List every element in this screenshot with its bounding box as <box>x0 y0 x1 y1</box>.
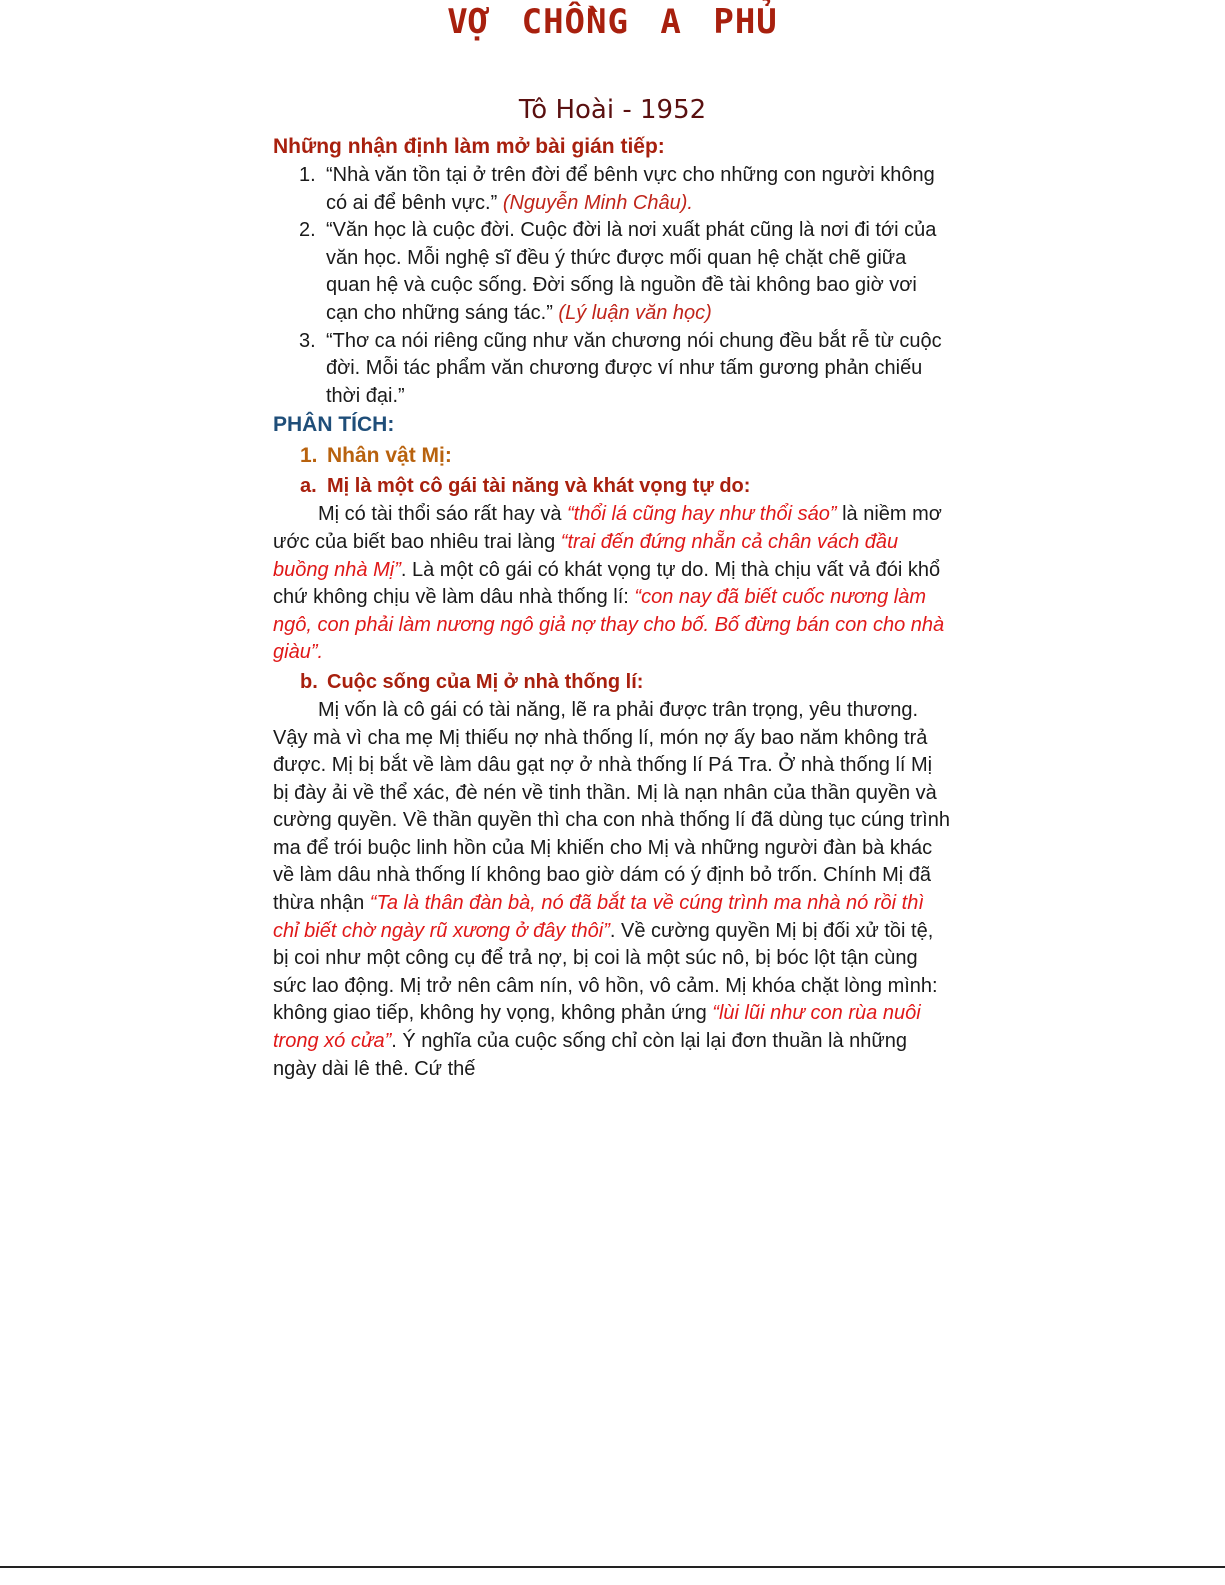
section-a-heading <box>273 471 953 501</box>
quote-list <box>273 162 953 410</box>
quote-run: “lùi lũi như con rùa nuôi trong xó cửa” <box>273 1002 921 1053</box>
character-heading-number: 1. <box>300 444 318 468</box>
page-title: VỢ CHỒNG A PHỦ <box>447 2 778 42</box>
text-run: . Là một cô gái có khát vọng tự do. Mị thà chịu vất vả đói khổ chứ không chịu về làm dâu nhà thống lí: <box>273 558 941 609</box>
quote-number: 2. <box>299 219 316 242</box>
section-b-number: b. <box>300 670 318 693</box>
page-bottom-rule <box>0 1566 1225 1568</box>
quote-number: 3. <box>299 329 316 352</box>
text-run: Mị vốn là cô gái có tài năng, lẽ ra phải được trân trọng, yêu thương. Vậy mà vì cha mẹ Mị thiếu nợ nhà thống lí, món nợ ấy bao năm không trả được. Mị bị bắt về làm dâu gạt nợ ở nhà thống lí Pá Tra. Ở nhà thống lí Mị bị đày ải về thể xác, đè nén về tinh thần. Mị là nạn nhân của thần quyền và cường quyền. Về thần quyền thì cha con nhà thống lí đã dùng tục cúng trình ma để trói buộc linh hồn của Mị khiến cho Mị và những người đàn bà khác về làm dâu nhà thống lí không bao giờ dám có ý định bỏ trốn. Chính Mị đã thừa nhận <box>273 698 950 915</box>
quote-source: (Lý luận văn học) <box>558 301 712 324</box>
quote-source: (Nguyễn Minh Châu). <box>502 191 693 214</box>
text-run: . Về cường quyền Mị bị đối xử tồi tệ, bị coi như một công cụ để trả nợ, bị coi là một súc nô, bị bóc lột tận cùng sức lao động. Mị trở nên câm nín, vô hồn, vô cảm. Mị khóa chặt lòng mình: không giao tiếp, không hy vọng, không phản ứng <box>273 919 938 1025</box>
document-body <box>273 132 953 1083</box>
quote-text: “Thơ ca nói riêng cũng như văn chương nói chung đều bắt rễ từ cuộc đời. Mỗi tác phẩm văn chương được ví như tấm gương phản chiếu thời đại.” <box>326 329 942 407</box>
quote-run: “Ta là thân đàn bà, nó đã bắt ta về cúng trình ma nhà nó rồi thì chỉ biết chờ ngày rũ xương ở đây thôi” <box>273 892 924 942</box>
section-b-heading <box>273 667 953 697</box>
section-a-label: Mị là một cô gái tài năng và khát vọng tự do: <box>327 475 751 498</box>
text-run: là niềm mơ ước của biết bao nhiêu trai làng <box>273 503 942 553</box>
quote-text: “Văn học là cuộc đời. Cuộc đời là nơi xuất phát cũng là nơi đi tới của văn học. Mỗi nghệ sĩ đều ý thức được mối quan hệ chặt chẽ giữa quan hệ và cuộc sống. Đời sống là nguồn đề tài không bao giờ vơi cạn cho những sáng tác.” <box>326 219 937 324</box>
character-heading-label: Nhân vật Mị: <box>327 444 452 468</box>
character-heading <box>273 440 953 471</box>
quote-item <box>273 162 953 217</box>
section-b-label: Cuộc sống của Mị ở nhà thống lí: <box>327 670 644 693</box>
text-run: Mị có tài thổi sáo rất hay và <box>318 503 568 526</box>
quote-text: “Nhà văn tồn tại ở trên đời để bênh vực cho những con người không có ai để bênh vực.” <box>326 164 935 214</box>
quote-run: “thổi lá cũng hay như thổi sáo” <box>567 503 837 526</box>
quote-run: “con nay đã biết cuốc nương làm ngô, con phải làm nương ngô giả nợ thay cho bố. Bố đừng bán con cho nhà giàu” <box>273 586 945 664</box>
quote-run: “trai đến đứng nhẵn cả chân vách đầu buồng nhà Mị” <box>273 530 899 581</box>
text-run: . Ý nghĩa của cuộc sống chỉ còn lại lại đơn thuần là những ngày dài lê thê. Cứ thế <box>273 1030 908 1080</box>
quote-item <box>273 328 953 411</box>
analysis-heading: PHÂN TÍCH: <box>273 413 395 437</box>
text-run: . <box>317 641 324 664</box>
quote-item <box>273 217 953 327</box>
quote-number: 1. <box>299 164 316 186</box>
section-a-paragraph <box>273 501 953 667</box>
author-year: Tô Hoài - 1952 <box>518 95 707 125</box>
section-b-paragraph <box>273 697 953 1083</box>
section-a-number: a. <box>300 475 317 498</box>
intro-heading: Những nhận định làm mở bài gián tiếp: <box>273 135 665 158</box>
